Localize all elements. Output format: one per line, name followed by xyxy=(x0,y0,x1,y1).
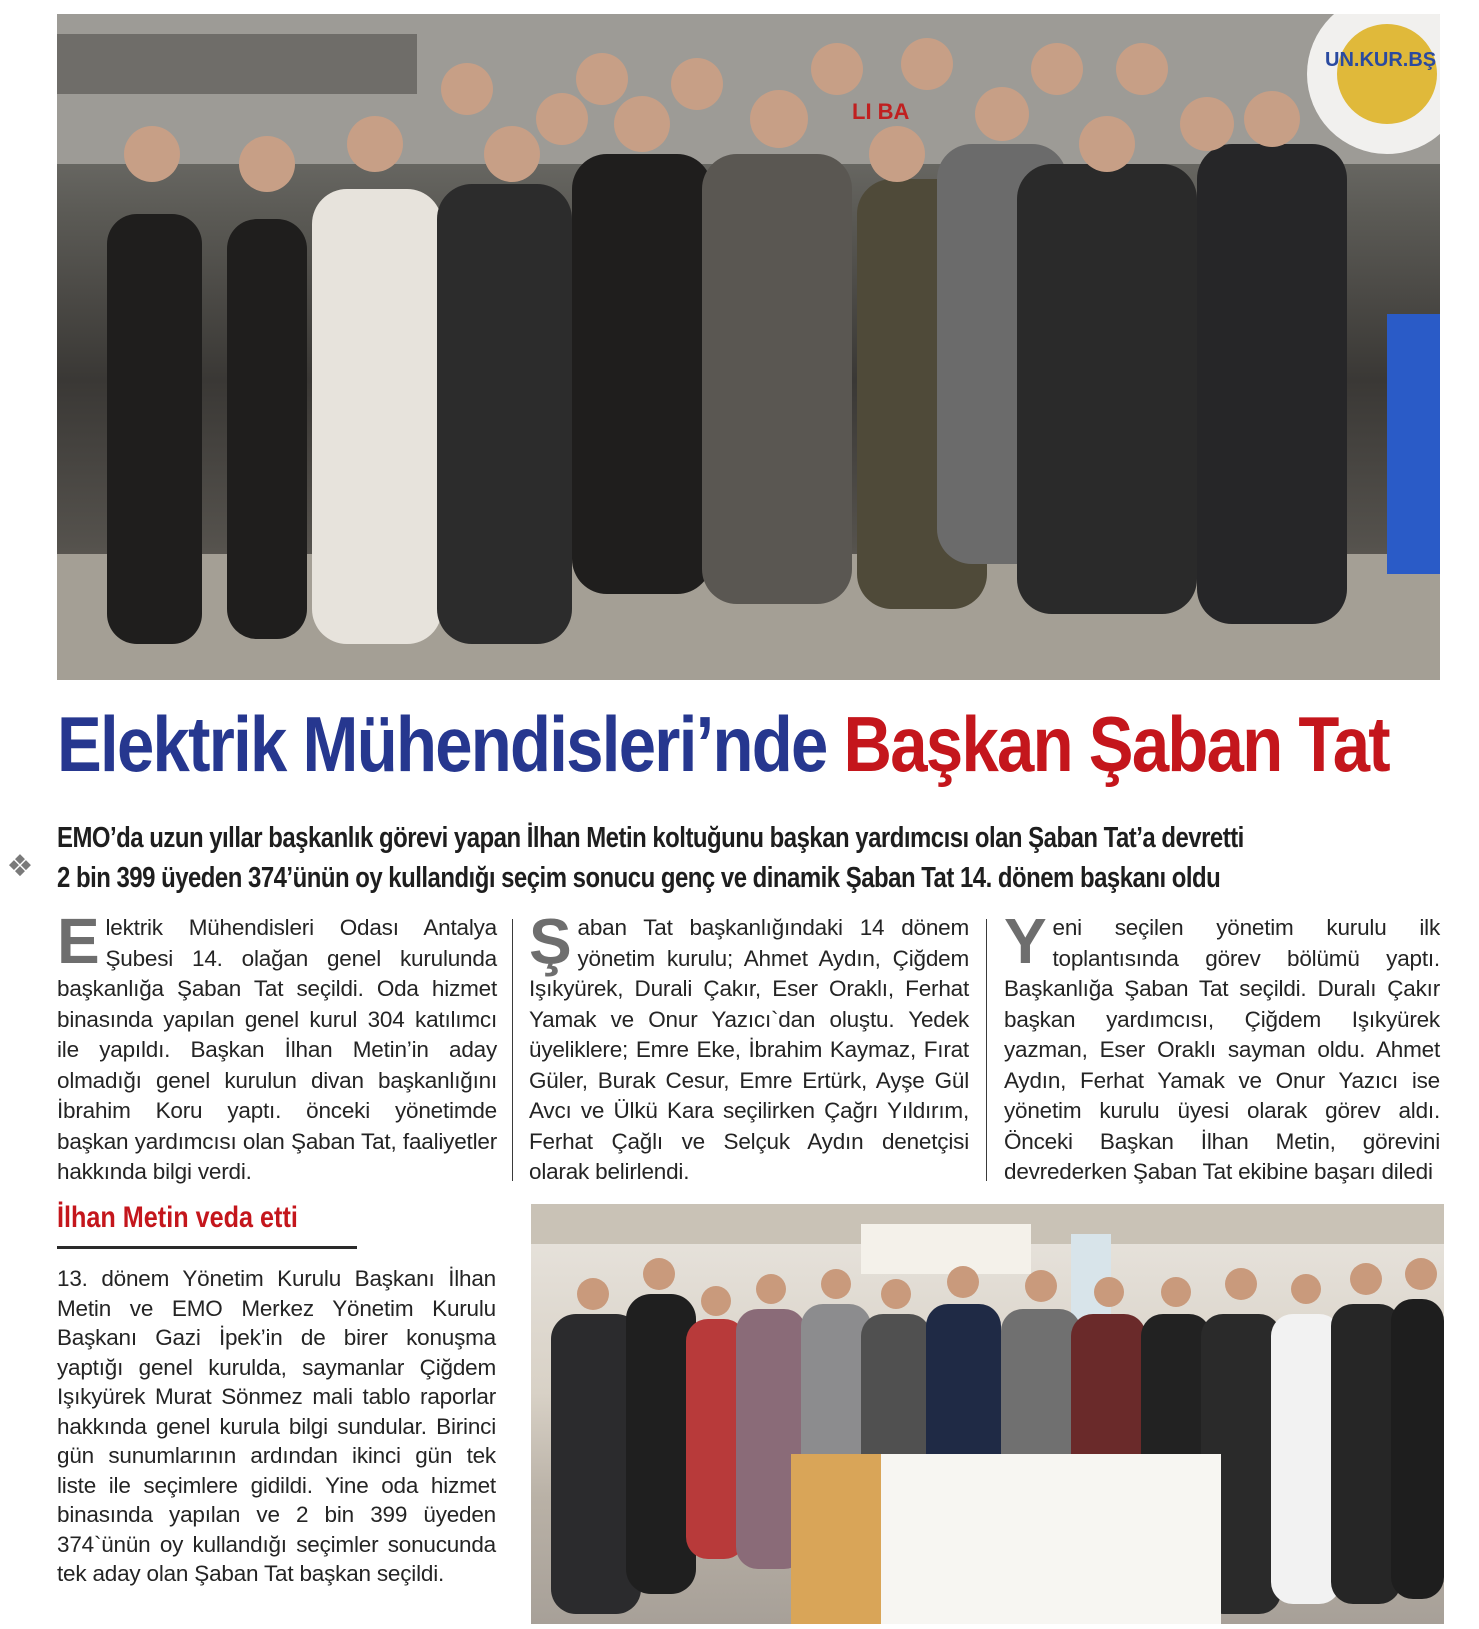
sidebar-title-rule xyxy=(57,1246,357,1249)
article-column-1 xyxy=(57,905,497,1184)
drop-cap: E xyxy=(57,905,100,977)
group-photo-illustration xyxy=(57,14,1440,680)
article-column-2 xyxy=(529,905,969,1184)
group-photo-outdoor xyxy=(57,14,1440,680)
ornament-icon: ❖ xyxy=(6,850,34,883)
column-divider xyxy=(986,919,987,1181)
article-column-3 xyxy=(1004,905,1440,1184)
group-photo-office xyxy=(531,1204,1444,1624)
banner-text: UN.KUR.BŞ xyxy=(1325,49,1437,71)
sign-text: LI BA xyxy=(852,99,910,124)
subheadline-line-1: EMO’da uzun yıllar başkanlık görevi yapan İlhan Metin koltuğunu başkan yardımcısı olan Şaban Tat’a devretti xyxy=(57,822,1244,854)
drop-cap: Y xyxy=(1004,905,1047,977)
drop-cap: Ş xyxy=(529,905,572,977)
headline xyxy=(57,694,1389,794)
column-text: lektrik Mühendisleri Odası Antalya Şubesi 14. olağan genel kurulunda başkanlığa Şaban Tat seçildi. Oda hizmet binasında yapılan genel kurul 304 katılımcı ile yapıldı. Başkan İlhan Metin’in aday olmadığı genel kurulun divan başkanlığını İbrahim Koru yaptı. önceki yönetimde başkan yardımcısı olan Şaban Tat, faaliyetler hakkında bilgi verdi. xyxy=(57,915,497,1184)
column-divider xyxy=(512,919,513,1181)
subheadline-line-2: 2 bin 399 üyeden 374’ünün oy kullandığı seçim sonucu genç ve dinamik Şaban Tat 14. dönem başkanı oldu xyxy=(57,862,1221,894)
office-photo-illustration xyxy=(531,1204,1444,1624)
headline-part-2: Başkan Şaban Tat xyxy=(843,700,1389,788)
sidebar-text: 13. dönem Yönetim Kurulu Başkanı İlhan Metin ve EMO Merkez Yönetim Kurulu Başkanı Gazi İpek’in de birer konuşma yaptığı genel kurulda, saymanlar Çiğdem Işıkyürek Murat Sönmez mali tablo raporlar hakkında genel kurula bilgi sundular. Birinci gün sunumlarının ardından ikinci gün tek liste ile seçimlere gidildi. Yine oda hizmet binasında yapılan ve 2 bin 399 üyeden 374`ünün oy kullandığı seçimler sonucunda tek aday olan Şaban Tat başkan seçildi. xyxy=(57,1266,496,1586)
sidebar-title: İlhan Metin veda etti xyxy=(57,1201,298,1234)
headline-part-1: Elektrik Mühendisleri’nde xyxy=(57,700,827,788)
column-text: aban Tat başkanlığındaki 14 dönem yönetim kurulu; Ahmet Aydın, Çiğdem Işıkyürek, Durali Çakır, Eser Oraklı, Ferhat Yamak ve Onur Yazıcı`dan oluştu. Yedek üyeliklere; Emre Eke, İbrahim Kaymaz, Fırat Güler, Burak Cesur, Emre Ertürk, Ayşe Gül Avcı ve Ülkü Kara seçilirken Çağrı Yıldırım, Ferhat Çağlı ve Selçuk Aydın denetçisi olarak belirlendi. xyxy=(529,915,969,1184)
column-text: eni seçilen yönetim kurulu ilk toplantısında görev bölümü yaptı. Başkanlığa Şaban Tat seçildi. Duralı Çakır başkan yardımcısı, Çiğdem Işıkyürek yazman, Eser Oraklı sayman oldu. Ahmet Aydın, Ferhat Yamak ve Onur Yazıcı ise yönetim kurulu üyesi olarak görev aldı. Önceki Başkan İlhan Metin, görevini devrederken Şaban Tat ekibine başarı diledi xyxy=(1004,915,1440,1184)
